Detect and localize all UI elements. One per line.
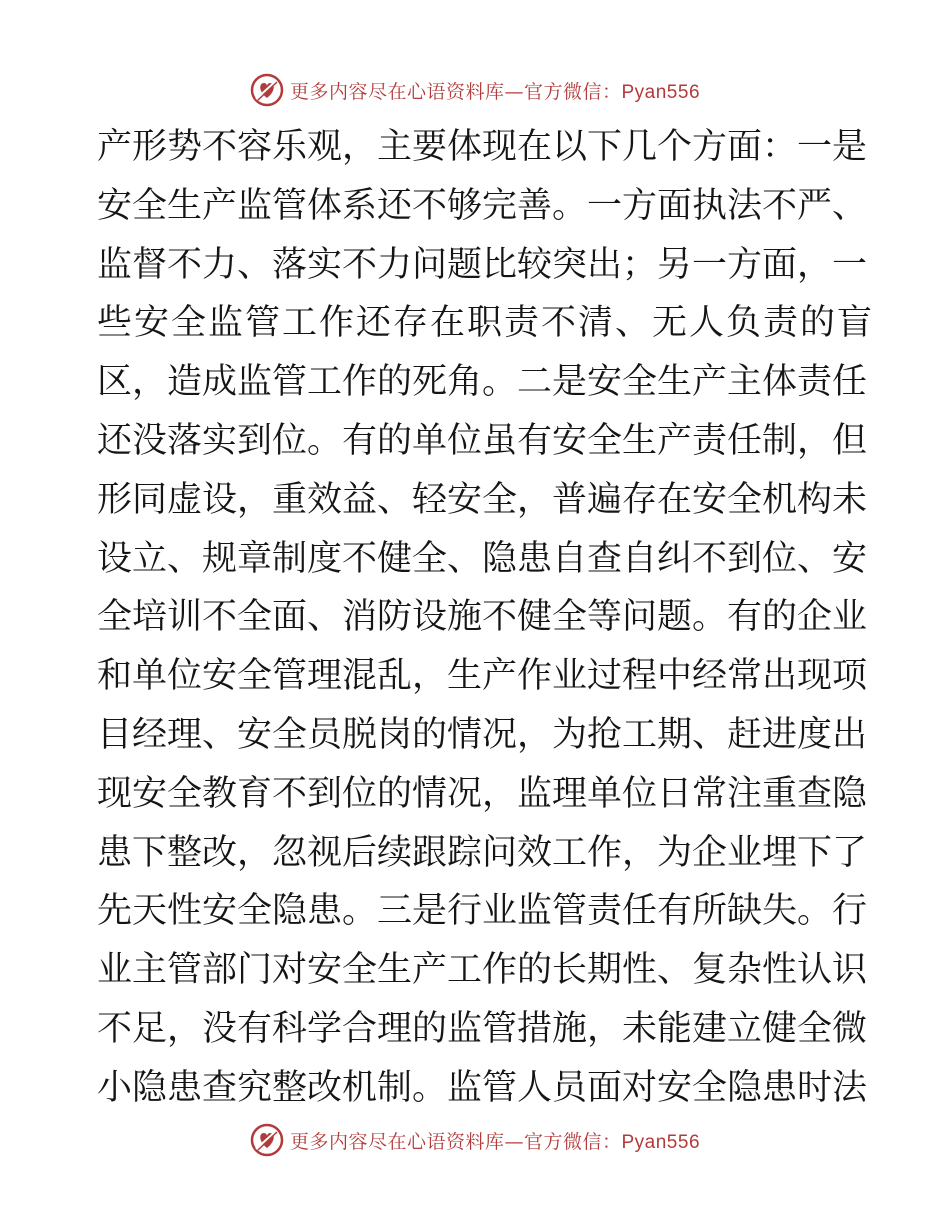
text-line: 产形势不容乐观，主要体现在以下几个方面：一是 [97, 127, 868, 167]
heart-logo-icon [250, 1123, 284, 1157]
text-line: 区，造成监管工作的死角。二是安全生产主体责任 [97, 362, 868, 403]
watermark-text: 更多内容尽在心语资料库—官方微信： [289, 1130, 622, 1153]
document-body [97, 118, 875, 1118]
text-line: 监督不力、落实不力问题比较突出；另一方面，一 [97, 244, 868, 285]
text-line: 设立、规章制度不健全、隐患自查自纠不到位、安 [97, 538, 868, 579]
text-line: 还没落实到位。有的单位虽有安全生产责任制，但 [97, 420, 868, 461]
text-line: 不足，没有科学合理的监管措施，未能建立健全微 [97, 1008, 868, 1049]
text-line: 患下整改，忽视后续跟踪问效工作，为企业埋下了 [97, 832, 868, 873]
text-line: 先天性安全隐患。三是行业监管责任有所缺失。行 [97, 891, 868, 932]
wechat-id: Pyan556 [621, 1131, 701, 1153]
text-line: 形同虚设，重效益、轻安全，普遍存在安全机构未 [97, 479, 868, 520]
text-line: 目经理、安全员脱岗的情况，为抢工期、赶进度出 [97, 714, 868, 755]
heart-logo-icon [250, 73, 284, 107]
text-line: 全培训不全面、消防设施不健全等问题。有的企业 [97, 597, 868, 638]
watermark-text: 更多内容尽在心语资料库—官方微信： [289, 80, 622, 103]
footer-watermark [0, 1120, 950, 1160]
text-line: 小隐患查究整改机制。监管人员面对安全隐患时法 [97, 1067, 868, 1108]
text-line: 业主管部门对安全生产工作的长期性、复杂性认识 [97, 950, 868, 991]
text-line: 些安全监管工作还存在职责不清、无人负责的盲 [97, 303, 875, 344]
text-line: 安全生产监管体系还不够完善。一方面执法不严、 [97, 185, 868, 226]
wechat-id: Pyan556 [621, 81, 701, 103]
text-line: 和单位安全管理混乱，生产作业过程中经常出现项 [97, 656, 868, 697]
header-watermark [0, 70, 950, 110]
text-line: 现安全教育不到位的情况，监理单位日常注重查隐 [97, 773, 868, 814]
